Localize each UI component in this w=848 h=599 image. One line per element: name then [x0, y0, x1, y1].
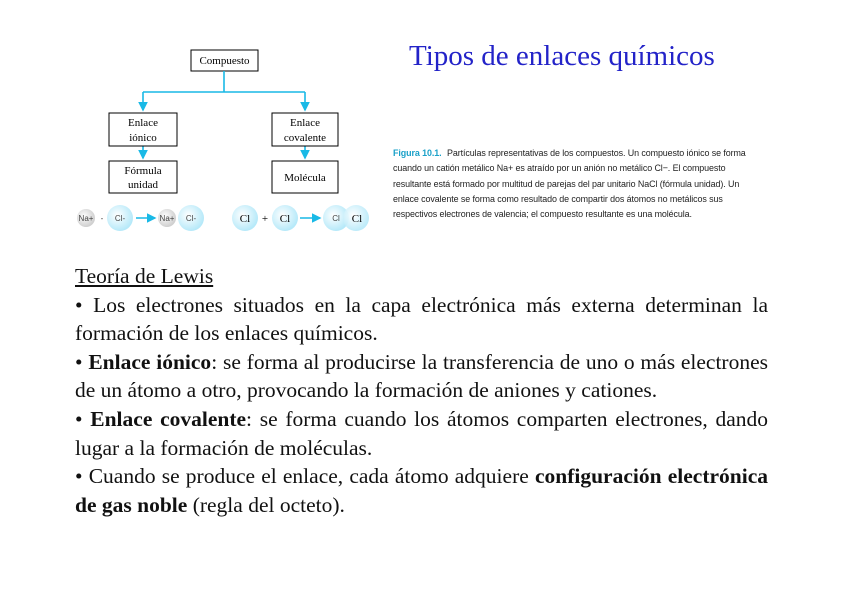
bullet-2-text: : se forma al producirse la transferencia de uno o más electrones de un átomo a otro, provocando la formación de aniones y cationes.	[75, 349, 768, 403]
bullet-4	[75, 462, 768, 519]
bullet-3	[75, 405, 768, 462]
enlace-covalente-line1: Enlace	[290, 117, 320, 129]
bond-types-diagram	[0, 0, 390, 250]
bullet-2	[75, 348, 768, 405]
cl2-label-a: Cl	[332, 214, 340, 223]
covalent-plus: +	[261, 213, 269, 225]
enlace-covalente-line2: covalente	[283, 132, 327, 144]
bullet-4-prefix: • Cuando se produce el enlace, cada átomo adquiere	[75, 464, 535, 489]
cl2-label-b: Cl	[351, 213, 363, 225]
caption-text: Partículas representativas de los compuestos. Un compuesto iónico se forma cuando un catión metálico Na+ es atraído por un anión no metálico Cl−. El compuesto resultante está formado por multitud de parejas del par unitario NaCl (fórmula unidad). Un enlace covalente se forma como resultado de compartir dos átomos no metálicos sus respectivos electrones de valencia; el compuesto resultante es una molécula.	[393, 148, 746, 221]
bullet-3-prefix: •	[75, 406, 91, 431]
formula-unidad-line2: unidad	[128, 179, 158, 191]
na-label-1: Na+	[78, 214, 94, 223]
bullet-3-term: Enlace covalente	[90, 406, 247, 431]
slide-body	[75, 262, 768, 519]
slide-title: Tipos de enlaces químicos	[409, 40, 715, 72]
formula-unidad-line1: Fórmula	[124, 165, 162, 177]
enlace-ionico-line1: Enlace	[128, 117, 158, 129]
cl-label-3: Cl	[239, 213, 251, 225]
figure-label: Figura 10.1.	[393, 148, 442, 159]
figure-caption	[393, 146, 756, 222]
lewis-heading: Teoría de Lewis	[75, 264, 214, 288]
bullet-4-term: configuración electrónica de gas noble	[75, 464, 768, 517]
na-label-2: Na+	[159, 214, 175, 223]
bullet-1: • Los electrones situados en la capa electrónica más externa determinan la formación de los enlaces químicos.	[75, 292, 768, 346]
enlace-ionico-line2: iónico	[129, 132, 157, 144]
bullet-4-text: (regla del octeto).	[187, 492, 345, 517]
bullet-3-text: : se forma cuando los átomos comparten electrones, dando lugar a la formación de moléculas.	[75, 406, 769, 460]
cl-label-2: Cl-	[185, 214, 197, 223]
cl-label-4: Cl	[279, 213, 291, 225]
molecula-label: Molécula	[284, 172, 326, 184]
cl-label-1: Cl-	[114, 214, 126, 223]
ionic-minus: -	[100, 214, 104, 223]
bullet-2-prefix: •	[75, 349, 89, 374]
compuesto-label: Compuesto	[199, 55, 250, 67]
bullet-2-term: Enlace iónico	[88, 349, 212, 374]
